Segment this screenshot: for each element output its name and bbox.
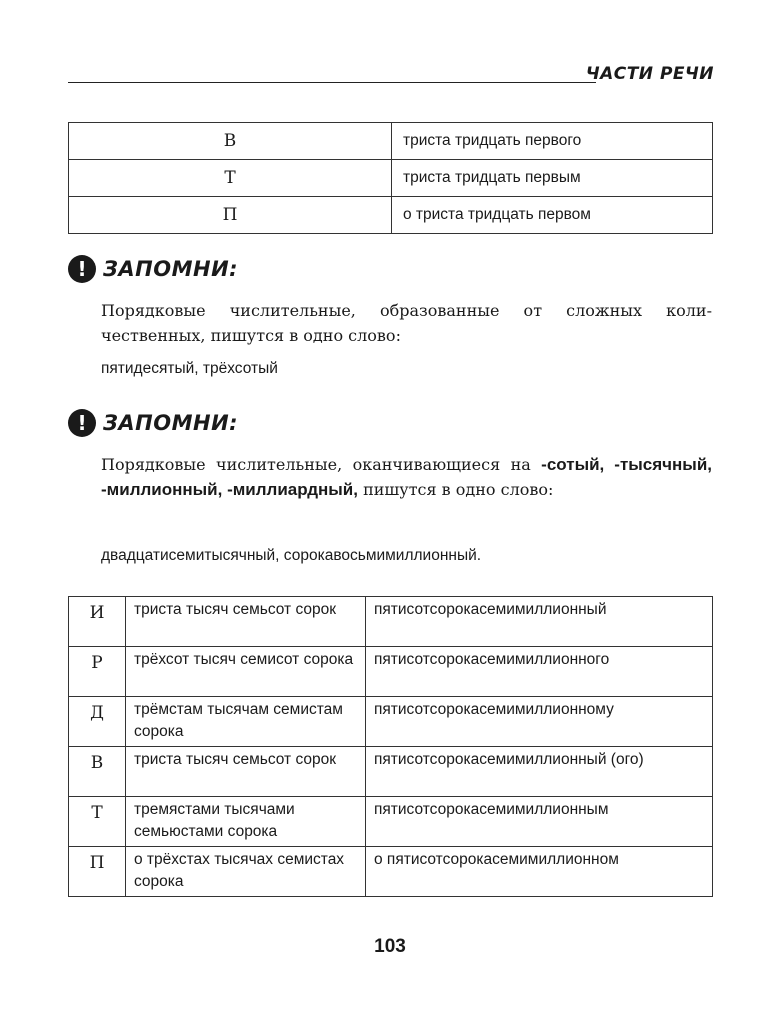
- case-cell: В: [69, 123, 392, 160]
- section-title: ЧАСТИ РЕЧИ: [585, 64, 714, 84]
- remember-heading-1: [68, 254, 238, 284]
- case-cell: П: [69, 847, 126, 897]
- cardinal-cell: триста тысяч семьсот сорок: [126, 597, 366, 647]
- example-2: двадцатисемитысячный, сорокавосьмимиллионный.: [101, 547, 482, 564]
- exclamation-icon: !: [68, 255, 96, 283]
- ordinal-cell: пятисотсорокасемимиллионным: [366, 797, 713, 847]
- cardinal-cell: о трёхстах тысячах семистах сорока: [126, 847, 366, 897]
- remember-title: ЗАПОМНИ:: [103, 257, 239, 281]
- ordinal-cell: пятисотсорокасемимиллионный (ого): [366, 747, 713, 797]
- case-cell: В: [69, 747, 126, 797]
- ordinal-cell: пятисотсорокасемимиллионный: [366, 597, 713, 647]
- ordinal-cell: пятисотсорокасемимиллионного: [366, 647, 713, 697]
- table-row: [69, 747, 713, 797]
- rule-intro: Порядковые числительные, оканчивающиеся на: [101, 455, 542, 474]
- cardinal-cell: тремястами тысячами семьюстами сорока: [126, 797, 366, 847]
- table-row: [69, 123, 713, 160]
- remember-title: ЗАПОМНИ:: [103, 411, 239, 435]
- header-rule: [68, 82, 596, 83]
- case-cell: Д: [69, 697, 126, 747]
- declension-table-bottom: [68, 596, 713, 897]
- case-cell: Р: [69, 647, 126, 697]
- endings-list: -сотый, -тысячный, -миллионный, -миллиардный,: [101, 455, 712, 499]
- case-cell: Т: [69, 797, 126, 847]
- table-row: [69, 160, 713, 197]
- table-row: [69, 197, 713, 234]
- ordinal-cell: пятисотсорокасемимиллионному: [366, 697, 713, 747]
- form-cell: триста тридцать первого: [392, 123, 713, 160]
- rule-text-2: [101, 452, 712, 502]
- table-row: [69, 647, 713, 697]
- example-1: пятидесятый, трёхсотый: [101, 360, 278, 377]
- remember-heading-2: [68, 408, 238, 438]
- table-row: [69, 847, 713, 897]
- form-cell: триста тридцать первым: [392, 160, 713, 197]
- page-number: 103: [374, 936, 406, 957]
- ordinal-cell: о пятисотсорокасемимиллионном: [366, 847, 713, 897]
- table-row: [69, 697, 713, 747]
- cardinal-cell: триста тысяч семьсот сорок: [126, 747, 366, 797]
- cardinal-cell: трёмстам тысячам семистам сорока: [126, 697, 366, 747]
- table-row: [69, 797, 713, 847]
- cardinal-cell: трёхсот тысяч семисот сорока: [126, 647, 366, 697]
- rule-outro: пишутся в одно слово:: [357, 480, 554, 499]
- declension-table-top: [68, 122, 713, 234]
- form-cell: о триста тридцать первом: [392, 197, 713, 234]
- page-header: [68, 62, 714, 90]
- table-row: [69, 597, 713, 647]
- case-cell: П: [69, 197, 392, 234]
- case-cell: И: [69, 597, 126, 647]
- case-cell: Т: [69, 160, 392, 197]
- rule-text-1: Порядковые числительные, образованные от сложных количественных, пишутся в одно слово:: [101, 301, 712, 345]
- exclamation-icon: !: [68, 409, 96, 437]
